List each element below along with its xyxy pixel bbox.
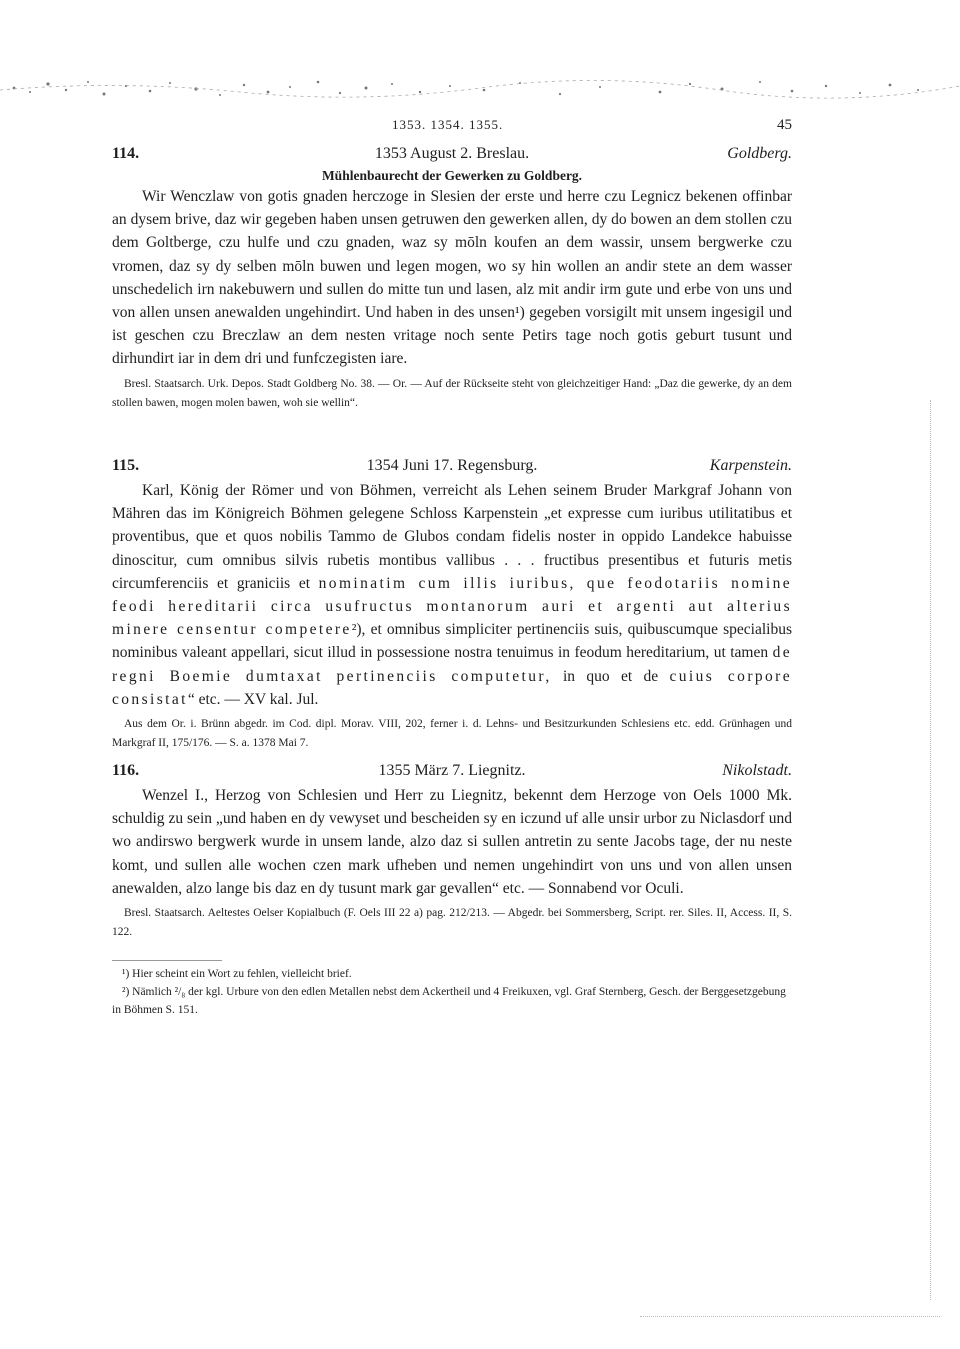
document-body [112,479,792,711]
document-114 [112,145,792,413]
document-number: 115. [112,457,140,474]
bottom-scan-artifact [640,1316,940,1317]
footnote: ¹) Hier scheint ein Wort zu fehlen, vielleicht brief. [122,968,352,980]
footnote: ²) Nämlich ²/₈ der kgl. Urbure von den edlen Metallen nebst dem Ackertheil und 4 Freikuxen, vgl. Graf Sternberg, Gesch. der Berggesetzgebung in Böhmen S. 151. [112,986,786,1016]
body-text: Karl, König der Römer und von Böhmen, verreicht als Lehen seinem Bruder Markgraf Johann von Mähren das im Königreich Böhmen gelegene Schloss Karpenstein „et expresse cum iuribus utilitatibus et proventibus, que et quos nobilis Tammo de Glubos condam fidelis noster in oppido Landekce habuisse dinoscitur, cum omnibus silvis rubetis montibus vallibus . . . fructibus presentibus et futuris metis circumferenciis et graniciis et [112,482,792,592]
spaced-emphasis-text: nominatim cum illis iuribus, que feodotariis nomine feodi hereditarii circa usufructus montanorum auri et argenti aut alterius minere censentur competere [112,574,793,639]
body-text: et omnibus simpliciter pertinenciis suis, quibuscumque specialibus nominibus valeant appellari, sicut illud in possessione nostra tenuimus in feodum hereditarium, ut tamen [112,621,793,662]
body-text: in quo et de [562,667,659,685]
document-body: Wenzel I., Herzog von Schlesien und Herr zu Liegnitz, bekennt dem Herzoge von Oels 1000 Mk. schuldig zu sein „und haben en dy vewyset und bescheiden sy en iczund uf alle unsir urbor zu Niclasdorf und wo andirswo bergwerk wurde in unsem lande, alzo daz si sullen antretin zu sente Jacobs tage, der nu neste komt, und sullen alle wochen czen mark ufheben und nemen ungehindirt von uns und von allen unsen anewalden, alzo lange bis daz en dy tusunt mark gar gevallen“ etc. — Sonnabend vor Oculi. [112,787,792,897]
document-number: 116. [112,762,140,779]
document-source-note: Bresl. Staatsarch. Aeltestes Oelser Kopialbuch (F. Oels III 22 a) pag. 212/213. — Abgedr. bei Sommersberg, Script. rer. Siles. II, Access. II, S. 122. [112,907,792,939]
document-115 [112,457,792,753]
document-place: Goldberg. [727,145,792,162]
body-text: “ etc. — XV kal. Jul. [187,690,319,708]
margin-scan-artifact [930,400,951,1300]
document-source-note: Bresl. Staatsarch. Urk. Depos. Stadt Goldberg No. 38. — Or. — Auf der Rückseite steht von gleichzeitiger Hand: „Daz die gewerke, dy an dem stollen bawen, mogen molen bawen, woh sie wellin“. [112,377,792,409]
running-head-years: 1353. 1354. 1355. [392,117,504,132]
document-source-note: Aus dem Or. i. Brünn abgedr. im Cod. dipl. Morav. VIII, 202, ferner i. d. Lehns- und Besitzurkunden Schlesiens etc. edd. Grünhagen und Markgraf II, 175/176. — S. a. 1378 Mai 7. [112,718,792,750]
scan-noise-strip [0,70,960,110]
page-number: 45 [777,117,792,133]
document-date: 1353 August 2. Breslau. [374,145,530,162]
document-date: 1355 März 7. Liegnitz. [378,762,526,779]
document-header [112,762,792,784]
footnote-reference: ²), [351,621,366,639]
spaced-emphasis-text: de regni Boemie dumtaxat pertinenciis computetur, [112,644,792,685]
footnotes [112,965,792,1019]
document-number: 114. [112,145,140,162]
document-title: Mühlenbaurecht der Gewerken zu Goldberg. [321,168,583,183]
running-head [112,117,792,135]
document-116 [112,762,792,942]
document-place: Nikolstadt. [722,762,792,779]
document-body: Wir Wenczlaw von gotis gnaden herczoge in Slesien der erste und herre czu Legnicz bekenen offinbar an dysem brive, daz wir gegeben haben unsen getruwen den gewerken allen, dy do bowen an dem stollen czu dem Goltberge, czu hulfe und czu gnaden, waz sy mōln koufen an dem wassir, unsem bergwerke czu vromen, daz sy dy selben mōln buwen und legen mogen, wo sy hin wollen an andir stete an dem wasser unschedelich irn nakebuwern und sullen do mitte tun und lasen, alz mit andir irm gute und erbe von uns und von allen unsen anewalden ungehindirt. Und haben in des unsen¹) gegeben vorsigilt mit unsem ingesigil und ist geschen czu Breczlaw an dem nesten vritage noch sente Petirs tage noch gotis geburt tusunt und dirhundirt iar in dem dri und funfczegisten iare. [112,188,792,368]
document-header [112,457,792,479]
document-header [112,145,792,167]
spaced-emphasis-text: cuius corpore consistat [112,667,793,708]
footnote-divider [112,960,222,961]
document-date: 1354 Juni 17. Regensburg. [366,457,538,474]
document-place: Karpenstein. [709,457,792,474]
